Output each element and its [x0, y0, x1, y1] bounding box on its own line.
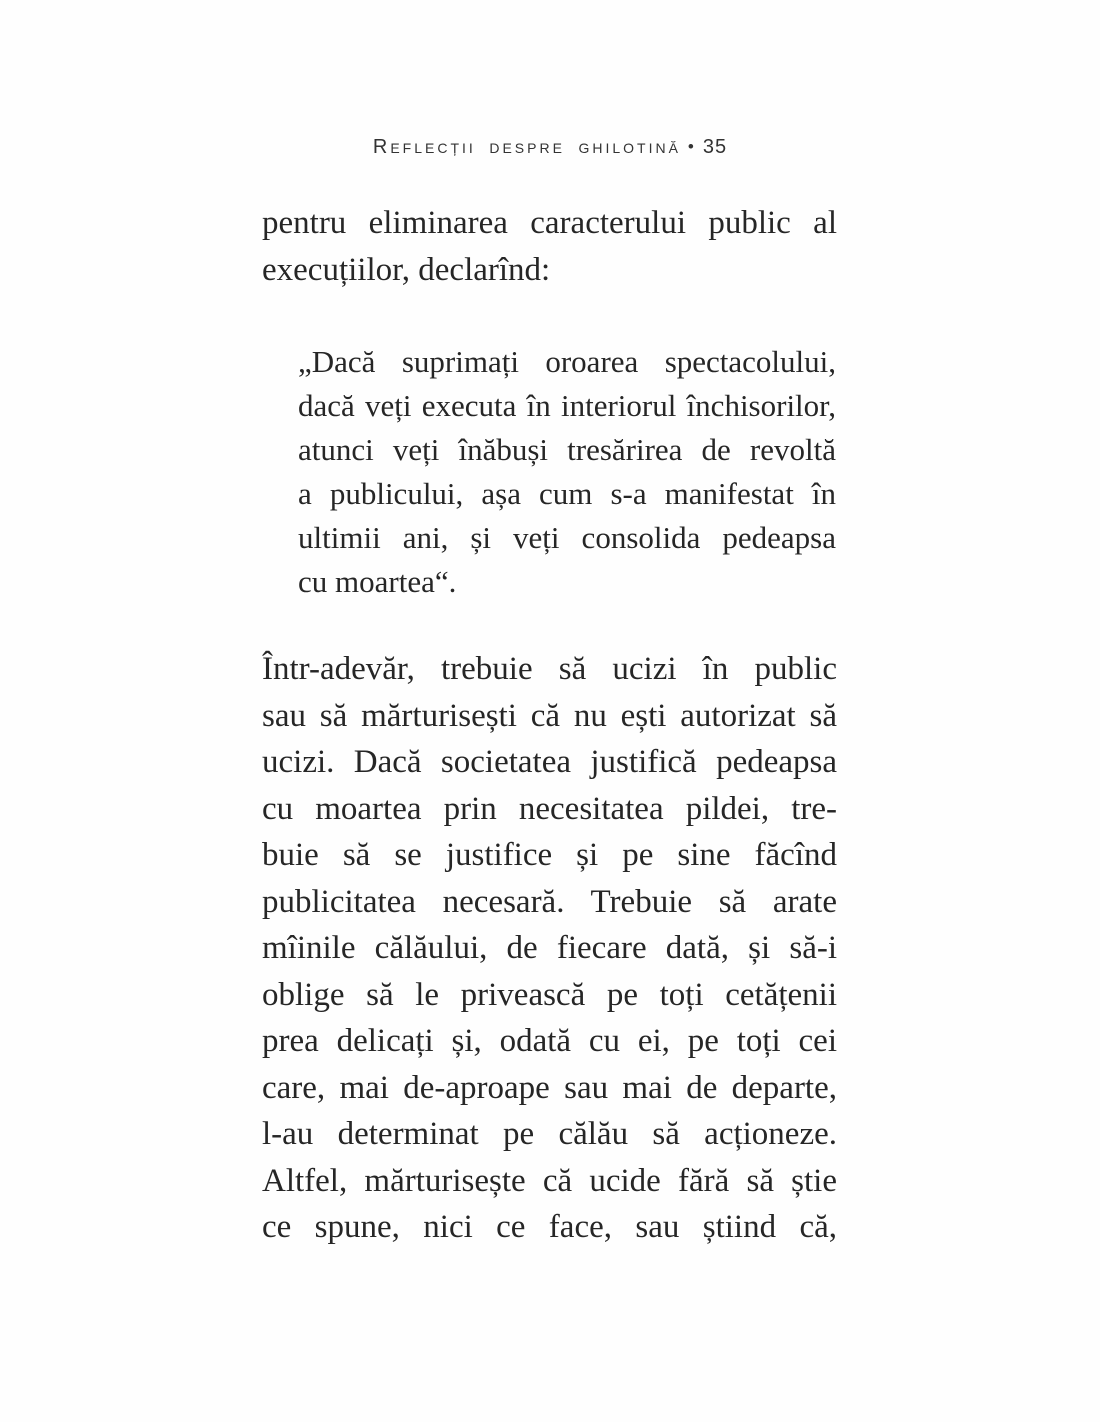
text-line: prea delicați și, odată cu ei, pe toți cei	[262, 1023, 837, 1059]
text-line: care, mai de-aproape sau mai de departe,	[262, 1069, 837, 1106]
text-line: mîinile călăului, de fiecare dată, și să-i	[262, 930, 837, 966]
text-line: ce spune, nici ce face, sau știind că,	[262, 1209, 837, 1245]
text-line: ucizi. Dacă societatea justifică pedeapsa	[262, 744, 837, 780]
paragraph-main	[262, 646, 837, 1251]
text-line: atunci veți înăbuși tresărirea de revoltă	[298, 432, 836, 467]
text-line: buie să se justifice și pe sine făcînd	[262, 837, 837, 873]
header-bullet-separator: •	[687, 137, 694, 156]
text-line: oblige să le privească pe toți cetățenii	[262, 976, 837, 1013]
text-line: ultimii ani, și veți consolida pedeapsa	[298, 520, 836, 555]
text-line: Într-adevăr, trebuie să ucizi în public	[262, 651, 837, 687]
paragraph-intro	[262, 200, 837, 294]
block-quote	[298, 340, 836, 604]
text-line: execuțiilor, declarînd:	[262, 252, 551, 288]
text-line: cu moartea“.	[298, 564, 457, 599]
text-line: dacă veți executa în interiorul închisorilor,	[298, 388, 836, 423]
text-line: sau să mărturisești că nu ești autorizat să	[262, 697, 837, 734]
text-line: l-au determinat pe călău să acționeze.	[262, 1116, 837, 1152]
text-line: cu moartea prin necesitatea pildei, tre-	[262, 790, 837, 827]
header-page-number: 35	[702, 136, 728, 158]
header-title: Reflecții despre ghilotină	[372, 136, 681, 158]
text-line: „Dacă suprimați oroarea spectacolului,	[298, 344, 836, 379]
text-line: pentru eliminarea caracterului public al	[262, 205, 837, 241]
text-line: Altfel, mărturisește că ucide fără să știe	[262, 1162, 837, 1199]
text-line: publicitatea necesară. Trebuie să arate	[262, 883, 837, 920]
running-header	[0, 136, 1100, 159]
text-line: a publicului, așa cum s-a manifestat în	[298, 476, 836, 511]
